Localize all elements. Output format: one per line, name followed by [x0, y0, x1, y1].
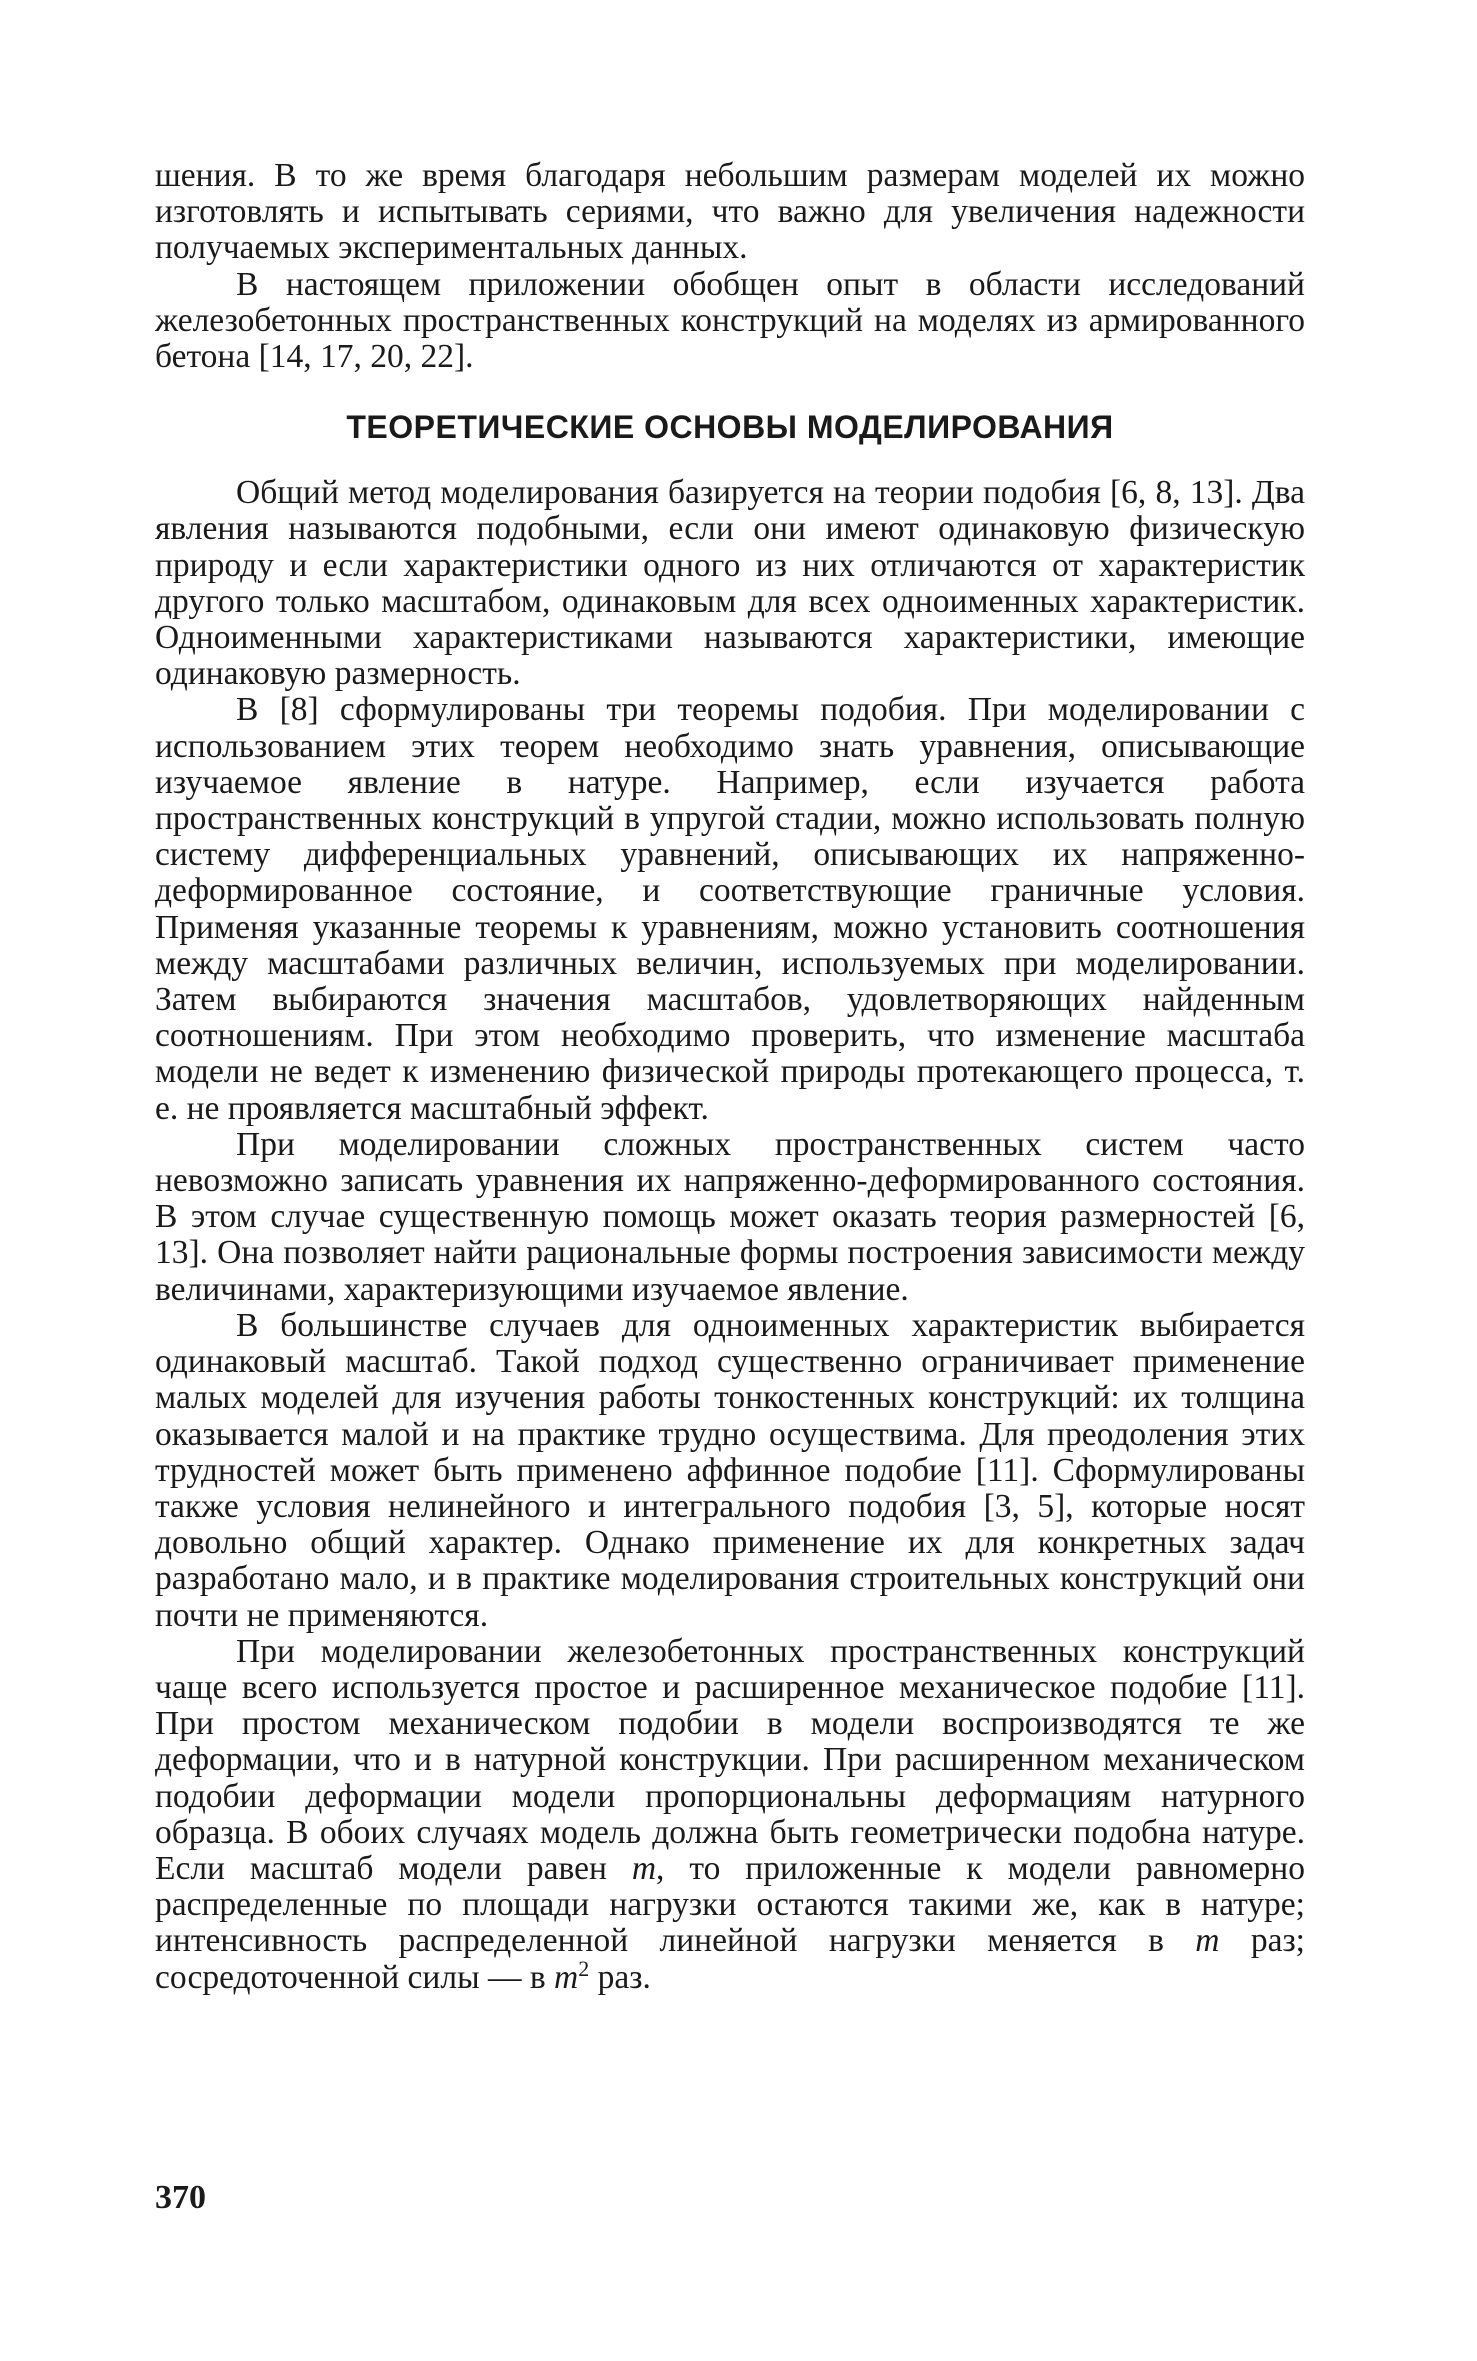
text-segment: При моделировании железобетонных пространственных конструкций чаще всего используется простое и расширенное механическое подобие [11]. При простом механическом подобии в модели воспроизводятся те же деформации, что и в натурной конструкции. При расширенном механическом подобии деформации модели пропорциональны деформациям натурного образца. В обоих случаях модель должна быть геометрически подобна натуре. Если масштаб модели равен — [155, 1632, 1305, 1887]
paragraph-theorems: В [8] сформулированы три теоремы подобия. При моделировании с использованием этих теорем необходимо знать уравнения, описывающие изучаемое явление в натуре. Например, если изучается работа пространственных конструкций в упругой стадии, можно использовать полную систему дифференциальных уравнений, описывающих их напряженно-деформированное состояние, и соответствующие граничные условия. Применяя указанные теоремы к уравнениям, можно установить соотношения между масштабами различных величин, используемых при моделировании. Затем выбираются значения масштабов, удовлетворяющих найденным соотношениям. При этом необходимо проверить, что изменение масштаба модели не ведет к изменению физической природы протекающего процесса, т. е. не проявляется масштабный эффект. — [155, 691, 1305, 1127]
page-body — [155, 158, 1305, 1996]
math-exponent: 2 — [578, 1955, 590, 1981]
page-number: 370 — [155, 2179, 206, 2216]
paragraph-scale-selection: В большинстве случаев для одноименных характеристик выбирается одинаковый масштаб. Такой подход существенно ограничивает применение малых моделей для изучения работы тонкостенных конструкций: их толщина оказывается малой и на практике трудно осуществима. Для преодоления этих трудностей может быть применено аффинное подобие [11]. Сформулированы также условия нелинейного и интегрального подобия [3, 5], которые носят довольно общий характер. Однако применение их для конкретных задач разработано мало, и в практике моделирования строительных конструкций они почти не применяются. — [155, 1306, 1305, 1634]
paragraph-mechanical-similarity — [155, 1634, 1305, 1996]
math-variable: m — [554, 1958, 579, 1996]
math-variable: m — [1195, 1922, 1220, 1960]
math-variable: m — [631, 1849, 657, 1887]
paragraph-similarity-theory: Общий метод моделирования базируется на теории подобия [6, 8, 13]. Два явления называются подобными, если они имеют одинаковую физическую природу и если характеристики одного из них отличаются от характеристик другого только масштабом, одинаковым для всех одноименных характеристик. Одноименными характеристиками называются характеристики, имеющие одинаковую размерность. — [155, 474, 1305, 693]
paragraph-intro: В настоящем приложении обобщен опыт в области исследований железобетонных пространственных конструкций на моделях из армированного бетона [14, 17, 20, 22]. — [155, 265, 1305, 376]
text-segment: , то приложенные к модели равномерно распределенные по площади нагрузки остаются такими же, как в натуре; интенсивность распределенной линейной нагрузки меняется в — [155, 1849, 1305, 1960]
text-segment: раз. — [589, 1958, 651, 1996]
section-heading: ТЕОРЕТИЧЕСКИЕ ОСНОВЫ МОДЕЛИРОВАНИЯ — [346, 409, 1114, 446]
text-segment: раз; сосредоточенной силы — в — [155, 1922, 1305, 1996]
paragraph-continuation: шения. В то же время благодаря небольшим размерам моделей их можно изготовлять и испытывать сериями, что важно для увеличения надежности получаемых экспериментальных данных. — [155, 157, 1305, 267]
paragraph-dimensional-analysis: При моделировании сложных пространственных систем часто невозможно записать уравнения их напряженно-деформированного состояния. В этом случае существенную помощь может оказать теория размерностей [6, 13]. Она позволяет найти рациональные формы построения зависимости между величинами, характеризующими изучаемое явление. — [155, 1125, 1305, 1308]
